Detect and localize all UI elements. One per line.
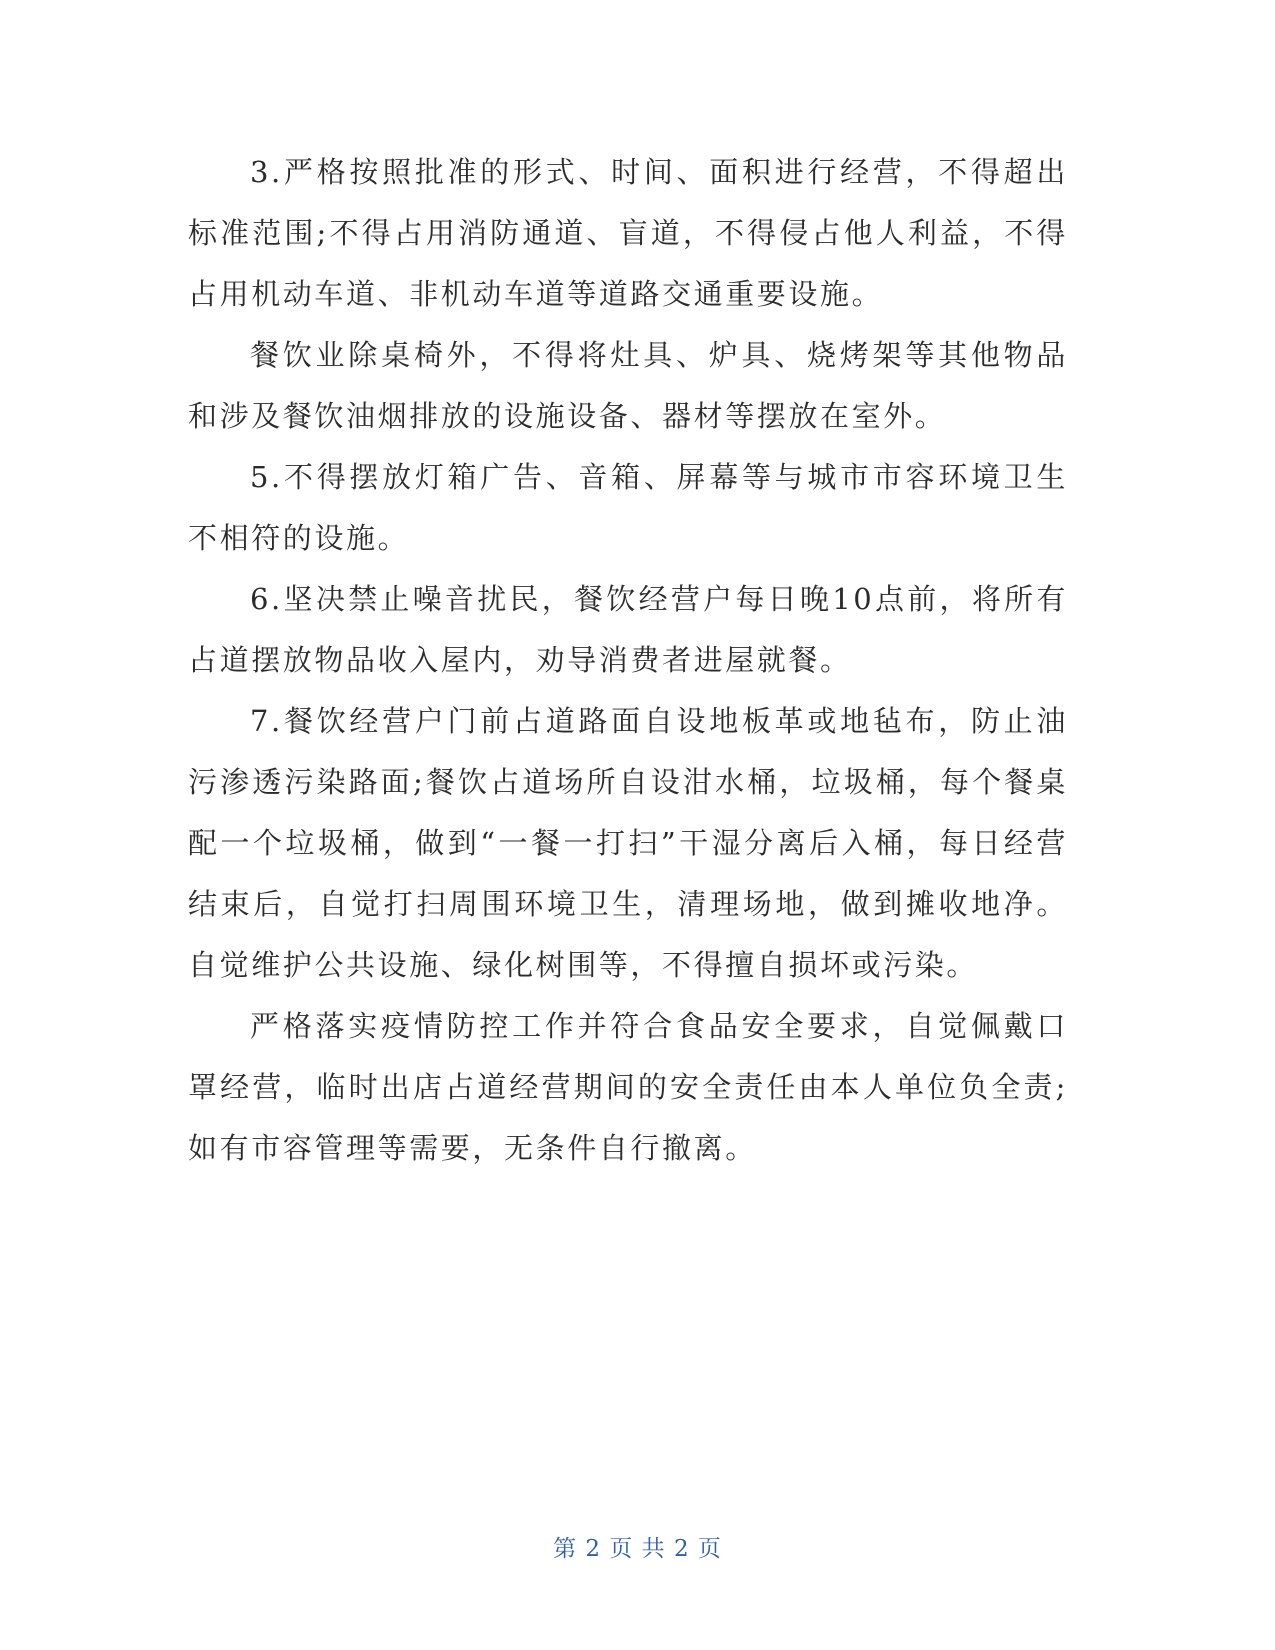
page-number-footer: 第 2 页 共 2 页 xyxy=(553,1536,722,1562)
paragraph-catering-furniture: 餐饮业除桌椅外，不得将灶具、炉具、烧烤架等其他物品和涉及餐饮油烟排放的设施设备、器材等摆放在室外。 xyxy=(188,338,1068,433)
paragraph-epidemic-control: 严格落实疫情防控工作并符合食品安全要求，自觉佩戴口罩经营，临时出店占道经营期间的安全责任由本人单位负全责;如有市容管理等需要，无条件自行撤离。 xyxy=(188,1009,1068,1165)
paragraph-item-5: 5.不得摆放灯箱广告、音箱、屏幕等与城市市容环境卫生不相符的设施。 xyxy=(188,460,1068,555)
paragraph-item-3: 3.严格按照批准的形式、时间、面积进行经营，不得超出标准范围;不得占用消防通道、盲道，不得侵占他人利益，不得占用机动车道、非机动车道等道路交通重要设施。 xyxy=(188,155,1068,311)
paragraph-item-7: 7.餐饮经营户门前占道路面自设地板革或地毡布，防止油污渗透污染路面;餐饮占道场所自设泔水桶，垃圾桶，每个餐桌配一个垃圾桶，做到“一餐一打扫”干湿分离后入桶，每日经营结束后，自觉打扫周围环境卫生，清理场地，做到摊收地净。自觉维护公共设施、绿化树围等，不得擅自损坏或污染。 xyxy=(188,704,1068,982)
paragraph-item-6: 6.坚决禁止噪音扰民，餐饮经营户每日晚10点前，将所有占道摆放物品收入屋内，劝导消费者进屋就餐。 xyxy=(188,582,1068,677)
document-body xyxy=(188,142,1068,1179)
